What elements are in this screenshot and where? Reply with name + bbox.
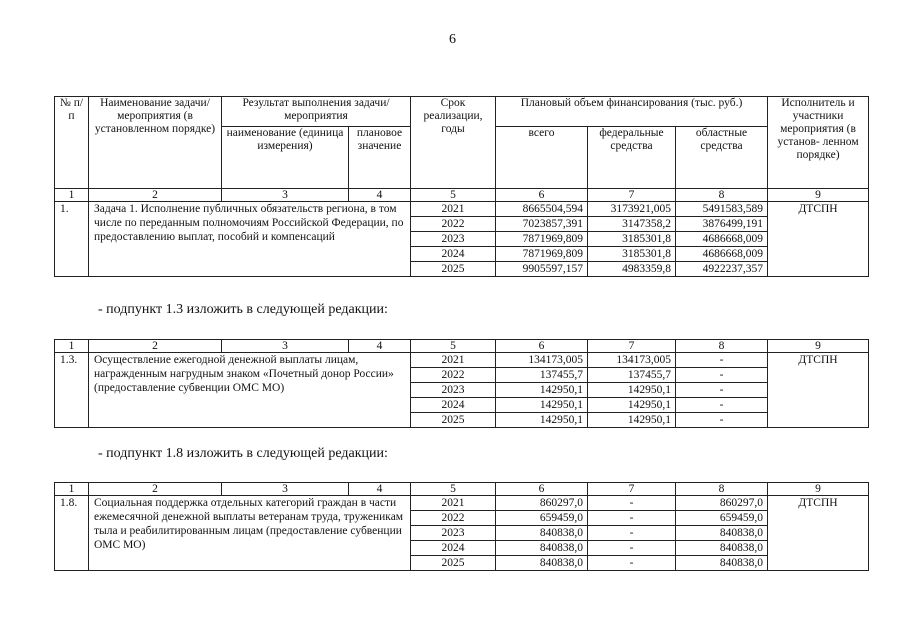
row-year: 2024 (411, 398, 496, 413)
column-number: 9 (768, 189, 869, 202)
column-number: 4 (349, 189, 411, 202)
row-regional: 4686668,009 (676, 247, 768, 262)
row-year: 2023 (411, 232, 496, 247)
row-total: 840838,0 (496, 556, 588, 571)
row-total: 142950,1 (496, 398, 588, 413)
row-regional: 840838,0 (676, 541, 768, 556)
header-executor: Исполнитель и участники мероприятия (в установ- ленном порядке) (768, 97, 869, 189)
header-name: Наименование задачи/ мероприятия (в установленном порядке) (89, 97, 222, 189)
column-number: 7 (588, 340, 676, 353)
row-year: 2023 (411, 526, 496, 541)
row-regional: 3876499,191 (676, 217, 768, 232)
header-finance: Плановый объем финансирования (тыс. руб.) (496, 97, 768, 127)
row-name: Осуществление ежегодной денежной выплаты лицам, награжденным нагрудным знаком «Почетный донор России» (предоставление субвенции ОМС МО) (89, 353, 411, 428)
row-federal: - (588, 511, 676, 526)
header-result: Результат выполнения задачи/мероприятия (222, 97, 411, 127)
row-year: 2025 (411, 413, 496, 428)
column-numbers-row (55, 340, 869, 353)
row-num: 1.3. (55, 353, 89, 428)
row-federal: 137455,7 (588, 368, 676, 383)
row-regional: - (676, 398, 768, 413)
column-number: 9 (768, 340, 869, 353)
row-total: 137455,7 (496, 368, 588, 383)
row-federal: 142950,1 (588, 413, 676, 428)
row-total: 8665504,594 (496, 202, 588, 217)
column-number: 6 (496, 189, 588, 202)
row-regional: 659459,0 (676, 511, 768, 526)
header-total: всего (496, 127, 588, 189)
column-number: 8 (676, 189, 768, 202)
row-regional: 840838,0 (676, 556, 768, 571)
column-number: 3 (222, 189, 349, 202)
row-regional: 840838,0 (676, 526, 768, 541)
column-number: 3 (222, 483, 349, 496)
row-year: 2021 (411, 353, 496, 368)
row-total: 840838,0 (496, 541, 588, 556)
row-federal: - (588, 496, 676, 511)
row-regional: 4922237,357 (676, 262, 768, 277)
column-number: 9 (768, 483, 869, 496)
finance-table-1 (54, 96, 869, 277)
row-year: 2024 (411, 247, 496, 262)
column-number: 1 (55, 340, 89, 353)
amendment-note-1-3: - подпункт 1.3 изложить в следующей редакции: (98, 302, 388, 317)
row-regional: - (676, 413, 768, 428)
row-executor: ДТСПН (768, 353, 869, 428)
column-number: 1 (55, 483, 89, 496)
row-total: 134173,005 (496, 353, 588, 368)
row-year: 2025 (411, 556, 496, 571)
header-regional: областные средства (676, 127, 768, 189)
row-executor: ДТСПН (768, 202, 869, 277)
column-numbers-row (55, 483, 869, 496)
row-regional: - (676, 353, 768, 368)
column-number: 8 (676, 483, 768, 496)
header-federal: федеральные средства (588, 127, 676, 189)
row-regional: 5491583,589 (676, 202, 768, 217)
column-number: 8 (676, 340, 768, 353)
column-number: 5 (411, 340, 496, 353)
finance-table-3 (54, 482, 869, 571)
row-num: 1. (55, 202, 89, 277)
row-federal: 3173921,005 (588, 202, 676, 217)
row-regional: - (676, 383, 768, 398)
row-federal: 3147358,2 (588, 217, 676, 232)
row-federal: 3185301,8 (588, 247, 676, 262)
row-total: 659459,0 (496, 511, 588, 526)
row-year: 2023 (411, 383, 496, 398)
header-term: Срок реализации, годы (411, 97, 496, 189)
row-total: 840838,0 (496, 526, 588, 541)
header-num: № п/п (55, 97, 89, 189)
row-federal: 4983359,8 (588, 262, 676, 277)
row-year: 2021 (411, 496, 496, 511)
column-number: 2 (89, 340, 222, 353)
row-total: 142950,1 (496, 383, 588, 398)
column-number: 7 (588, 483, 676, 496)
row-total: 142950,1 (496, 413, 588, 428)
row-year: 2025 (411, 262, 496, 277)
column-number: 4 (349, 483, 411, 496)
row-total: 9905597,157 (496, 262, 588, 277)
header-result-name: наименование (единица измерения) (222, 127, 349, 189)
row-total: 7023857,391 (496, 217, 588, 232)
row-federal: 134173,005 (588, 353, 676, 368)
page-number: 6 (449, 32, 456, 47)
row-year: 2021 (411, 202, 496, 217)
row-federal: 142950,1 (588, 398, 676, 413)
row-federal: - (588, 526, 676, 541)
column-number: 7 (588, 189, 676, 202)
column-number: 4 (349, 340, 411, 353)
row-executor: ДТСПН (768, 496, 869, 571)
row-year: 2022 (411, 511, 496, 526)
column-number: 6 (496, 483, 588, 496)
column-number: 1 (55, 189, 89, 202)
column-number: 6 (496, 340, 588, 353)
row-federal: 3185301,8 (588, 232, 676, 247)
row-federal: - (588, 541, 676, 556)
column-numbers-row (55, 189, 869, 202)
header-result-value: плановое значение (349, 127, 411, 189)
row-total: 860297,0 (496, 496, 588, 511)
row-federal: 142950,1 (588, 383, 676, 398)
column-number: 5 (411, 483, 496, 496)
row-num: 1.8. (55, 496, 89, 571)
row-year: 2022 (411, 217, 496, 232)
table-row (55, 202, 869, 217)
row-regional: 4686668,009 (676, 232, 768, 247)
row-year: 2024 (411, 541, 496, 556)
finance-table-2 (54, 339, 869, 428)
row-regional: 860297,0 (676, 496, 768, 511)
column-number: 2 (89, 483, 222, 496)
row-federal: - (588, 556, 676, 571)
column-number: 3 (222, 340, 349, 353)
row-name: Задача 1. Исполнение публичных обязательств региона, в том числе по переданным полномочиям Российской Федерации, по предоставлению выплат, пособий и компенсаций (89, 202, 411, 277)
row-total: 7871969,809 (496, 232, 588, 247)
row-name: Социальная поддержка отдельных категорий граждан в части ежемесячной денежной выплаты ветеранам труда, труженикам тыла и реабилитированным лицам (предоставление субвенции ОМС МО) (89, 496, 411, 571)
table-row (55, 496, 869, 511)
row-regional: - (676, 368, 768, 383)
column-number: 2 (89, 189, 222, 202)
row-year: 2022 (411, 368, 496, 383)
column-number: 5 (411, 189, 496, 202)
amendment-note-1-8: - подпункт 1.8 изложить в следующей редакции: (98, 446, 388, 461)
row-total: 7871969,809 (496, 247, 588, 262)
table-row (55, 353, 869, 368)
